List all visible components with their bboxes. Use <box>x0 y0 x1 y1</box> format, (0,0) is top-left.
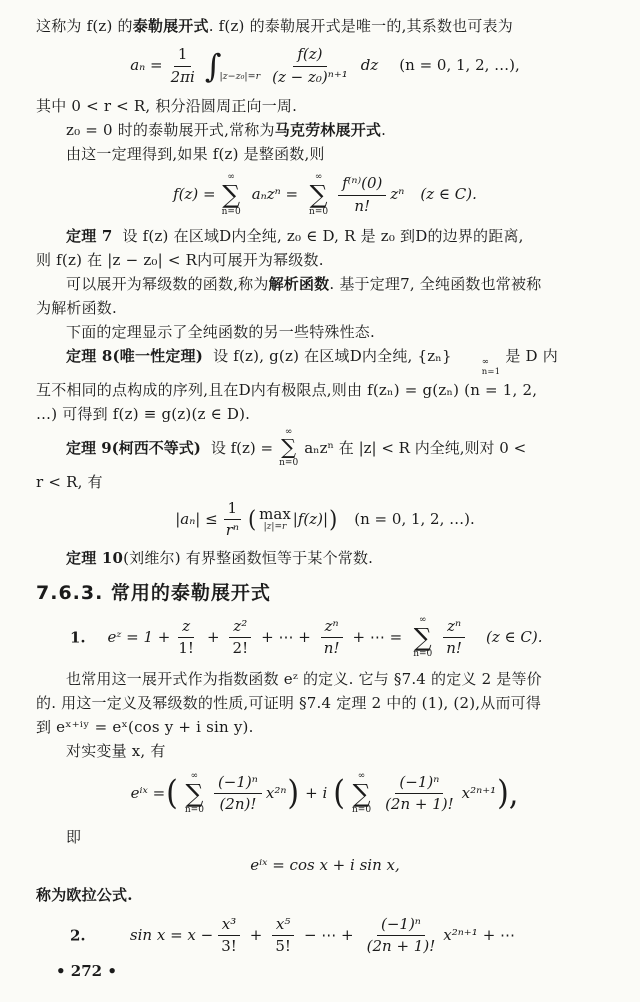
text-run: 称为欧拉公式. <box>36 885 133 904</box>
sigma-sign: ∑ <box>281 434 297 459</box>
paragraph-exp-definition-line1 <box>36 667 614 691</box>
theorem-10-label: 定理 10 <box>66 548 124 567</box>
sigma-sign: ∑ <box>222 180 241 210</box>
formula-sine-series <box>36 910 614 962</box>
fraction <box>167 46 199 86</box>
section-heading: 7.6.3. 常用的泰勒展开式 <box>36 581 271 604</box>
text-run: 这称为 f(z) 的 <box>36 17 133 35</box>
fraction <box>363 916 440 956</box>
sequence-limits <box>452 358 501 378</box>
sigma-sum <box>352 771 371 816</box>
close-paren: ), <box>497 773 519 813</box>
sigma-sum <box>309 172 328 217</box>
numerator: zⁿ <box>321 618 343 638</box>
text-run: 则 f(z) 在 |z − z₀| < R内可展开为幂级数. <box>36 251 324 269</box>
sum-upper-limit: ∞ <box>314 172 323 183</box>
euler-identity-text: eⁱˣ = cos x + i sin x, <box>250 855 400 874</box>
theorem-7-line2 <box>36 248 614 272</box>
text-run: …) 可得到 f(z) ≡ g(z)(z ∈ D). <box>36 404 251 423</box>
theorem-7-line1 <box>36 224 614 248</box>
paragraph-special-properties <box>36 320 614 344</box>
formula-number: 1. <box>70 627 86 646</box>
paragraph-entire-function <box>36 142 614 166</box>
fraction <box>217 916 241 956</box>
numerator: z² <box>229 618 251 638</box>
denominator: 5! <box>275 937 291 956</box>
text-run: 设 f(z), g(z) 在区域D内全纯, {zₙ} <box>213 347 452 365</box>
numerator: f(z) <box>293 46 326 66</box>
close-paren: ) <box>287 773 300 813</box>
operator: + <box>206 627 220 646</box>
theorem-9-line2 <box>36 470 614 494</box>
bold-term-analytic: 解析函数 <box>268 275 330 293</box>
sigma-sum <box>185 771 204 816</box>
open-paren: ( <box>166 773 178 813</box>
sum-upper-limit: ∞ <box>284 426 293 437</box>
operator: + i <box>305 783 328 802</box>
theorem-8-line1 <box>36 344 614 378</box>
denominator: 2! <box>232 639 249 658</box>
fraction <box>442 618 466 658</box>
power-term: x²ⁿ⁺¹ <box>461 783 497 802</box>
theorem-9-label: 定理 9(柯西不等式) <box>66 439 201 458</box>
operator-ellipsis: − ⋯ + <box>303 925 354 944</box>
denominator: (z − z₀)ⁿ⁺¹ <box>272 67 348 86</box>
max-label: max <box>259 505 291 524</box>
sum-upper-limit: ∞ <box>357 770 366 781</box>
numerator: x³ <box>218 916 240 936</box>
formula-lhs: eⁱˣ = <box>130 783 166 802</box>
denominator: rⁿ <box>225 521 239 540</box>
sigma-sign: ∑ <box>352 778 371 808</box>
denominator: (2n + 1)! <box>385 795 454 814</box>
sum-upper-limit: ∞ <box>227 172 235 183</box>
sum-lower-limit: n=0 <box>352 805 372 816</box>
paragraph-real-variable <box>36 739 614 763</box>
text-run: 设 f(z) = <box>210 439 274 458</box>
paragraph-euler-name <box>36 883 614 907</box>
denominator: n! <box>323 639 340 658</box>
sum-lower-limit: n=0 <box>309 206 329 217</box>
power-term: x²ⁿ⁺¹ <box>443 925 478 944</box>
formula-exponential-series <box>36 612 614 664</box>
sum-lower-limit: n=0 <box>279 457 299 468</box>
paragraph-namely <box>36 825 614 849</box>
sigma-sum <box>413 615 432 660</box>
text-run: 即 <box>66 827 82 846</box>
sigma-sign: ∑ <box>413 622 432 652</box>
sigma-sign: ∑ <box>185 778 204 808</box>
open-paren: ( <box>333 773 345 813</box>
paragraph-taylor-unique <box>36 14 614 38</box>
numerator: x⁵ <box>272 916 294 936</box>
formula-lhs: aₙ = <box>130 56 163 75</box>
max-argument: |f(z)| <box>292 509 329 528</box>
text-run: 下面的定理显示了全纯函数的另一些特殊性态. <box>66 323 375 341</box>
sum-lower-limit: n=0 <box>184 805 204 816</box>
formula-euler-expansion <box>36 766 614 822</box>
paragraph-contour <box>36 94 614 118</box>
bold-term-maclaurin: 马克劳林展开式 <box>274 121 382 139</box>
text-run: 也常用这一展开式作为指数函数 eᶻ 的定义. 它与 §7.4 的定义 2 是等价 <box>66 669 542 688</box>
numerator: zⁿ <box>443 618 465 638</box>
fraction <box>271 916 295 956</box>
sum-lower-limit: n=0 <box>221 206 241 217</box>
sequence-lower-limit: n=1 <box>481 366 501 377</box>
text-run: 是 D 内 <box>500 347 558 365</box>
sigma-sum <box>279 427 298 469</box>
differential: dz <box>360 56 379 75</box>
formula-condition: (n = 0, 1, 2, …). <box>354 509 475 528</box>
text-run: 设 f(z) 在区域D内全纯, z₀ ∈ D, R 是 z₀ 到D的边界的距离, <box>122 227 524 245</box>
theorem-8-line2 <box>36 378 614 402</box>
text-run: . <box>381 121 387 139</box>
integral-group <box>204 47 262 85</box>
operator-ellipsis: + ⋯ <box>482 925 516 944</box>
numerator: (−1)ⁿ <box>395 774 443 794</box>
formula-domain: (z ∈ C). <box>420 185 477 204</box>
theorem-8-label: 定理 8(唯一性定理) <box>66 347 204 365</box>
fraction <box>381 774 458 814</box>
formula-lhs: f(z) = <box>173 185 216 204</box>
formula-domain: (z ∈ C). <box>485 627 543 646</box>
denominator: (2n)! <box>219 795 257 814</box>
formula-lhs: eᶻ = 1 + <box>107 627 171 646</box>
integral-sign: ∫ <box>204 47 222 85</box>
fraction <box>214 774 262 814</box>
denominator: 3! <box>221 937 237 956</box>
operator-ellipsis: + ⋯ = <box>352 627 403 646</box>
paragraph-exp-definition-line3 <box>36 715 614 739</box>
sum-upper-limit: ∞ <box>190 770 199 781</box>
open-paren: ( <box>247 505 257 533</box>
sum-upper-limit: ∞ <box>418 614 427 625</box>
text-run: 其中 0 < r < R, 积分沿圆周正向一周. <box>36 97 298 115</box>
formula-lhs: |aₙ| ≤ <box>175 509 218 528</box>
formula-lhs: sin x = x − <box>129 925 214 944</box>
text-run: r < R, 有 <box>36 472 103 491</box>
numerator: (−1)ⁿ <box>214 774 262 794</box>
numerator: (−1)ⁿ <box>377 916 425 936</box>
max-operator <box>259 506 291 532</box>
page-number-footer: • 272 • <box>56 962 117 980</box>
paragraph-analytic-line1 <box>36 272 614 296</box>
text-run: 对实变量 x, 有 <box>66 741 166 760</box>
text-run: 的. 用这一定义及幂级数的性质,可证明 §7.4 定理 2 中的 (1), (2),从而可得 <box>36 693 542 712</box>
formula-number: 2. <box>70 925 86 944</box>
denominator: n! <box>446 639 462 658</box>
denominator: 2πi <box>170 67 195 86</box>
operator-ellipsis: + ⋯ + <box>261 627 311 646</box>
paragraph-exp-definition-line2 <box>36 691 614 715</box>
power-term: x²ⁿ <box>265 783 287 802</box>
sum-lower-limit: n=0 <box>413 649 433 660</box>
text-run: aₙzⁿ 在 |z| < R 内全纯,则对 0 < <box>304 439 527 458</box>
bold-term-taylor-expansion: 泰勒展开式 <box>132 17 209 35</box>
denominator: 1! <box>178 639 194 658</box>
text-run: 可以展开为幂级数的函数,称为 <box>66 275 269 293</box>
sequence-upper-limit: ∞ <box>481 357 490 367</box>
fraction <box>320 618 344 658</box>
formula-condition: (n = 0, 1, 2, …), <box>399 56 520 75</box>
sigma-sign: ∑ <box>309 180 328 210</box>
text-run: (刘维尔) 有界整函数恒等于某个常数. <box>123 548 374 567</box>
formula-euler-identity <box>36 852 614 880</box>
max-constraint: |z|=r <box>263 521 287 532</box>
fraction <box>222 500 243 540</box>
numerator: z <box>178 618 194 638</box>
theorem-8-line3 <box>36 402 614 426</box>
paragraph-maclaurin <box>36 118 614 142</box>
operator: + <box>249 925 263 944</box>
numerator: 1 <box>224 500 242 520</box>
text-run: z₀ = 0 时的泰勒展开式,常称为 <box>66 121 275 139</box>
numerator: f⁽ⁿ⁾(0) <box>338 175 386 195</box>
fraction <box>229 618 253 658</box>
formula-cauchy-inequality <box>36 497 614 543</box>
sigma-sum <box>222 172 241 217</box>
text-run: 到 eˣ⁺ⁱʸ = eˣ(cos y + i sin y). <box>36 717 254 736</box>
text-run: . 基于定理7, 全纯函数也常被称 <box>329 275 542 293</box>
integral-lower-limit: |z−z₀|=r <box>219 70 261 82</box>
theorem-7-label: 定理 7 <box>66 227 113 245</box>
text-run: 互不相同的点构成的序列,且在D内有极限点,则由 f(zₙ) = g(zₙ) (n = 1, 2, <box>36 380 538 399</box>
denominator: (2n + 1)! <box>366 937 436 956</box>
text-run: 由这一定理得到,如果 f(z) 是整函数,则 <box>66 145 325 163</box>
formula-mid: aₙzⁿ = <box>251 185 299 204</box>
paragraph-analytic-line2 <box>36 296 614 320</box>
power-term: zⁿ <box>390 185 405 204</box>
formula-taylor-coefficient <box>36 41 614 91</box>
fraction <box>268 46 352 86</box>
fraction <box>174 618 198 658</box>
theorem-10-line <box>36 546 614 570</box>
text-run: . f(z) 的泰勒展开式是唯一的,其系数也可表为 <box>208 17 513 35</box>
denominator: n! <box>354 196 371 215</box>
formula-entire-series <box>36 169 614 221</box>
fraction <box>338 175 386 215</box>
text-run: 为解析函数. <box>36 299 117 317</box>
close-paren: ) <box>329 505 338 533</box>
theorem-9-line1 <box>36 426 614 470</box>
numerator: 1 <box>174 46 192 66</box>
